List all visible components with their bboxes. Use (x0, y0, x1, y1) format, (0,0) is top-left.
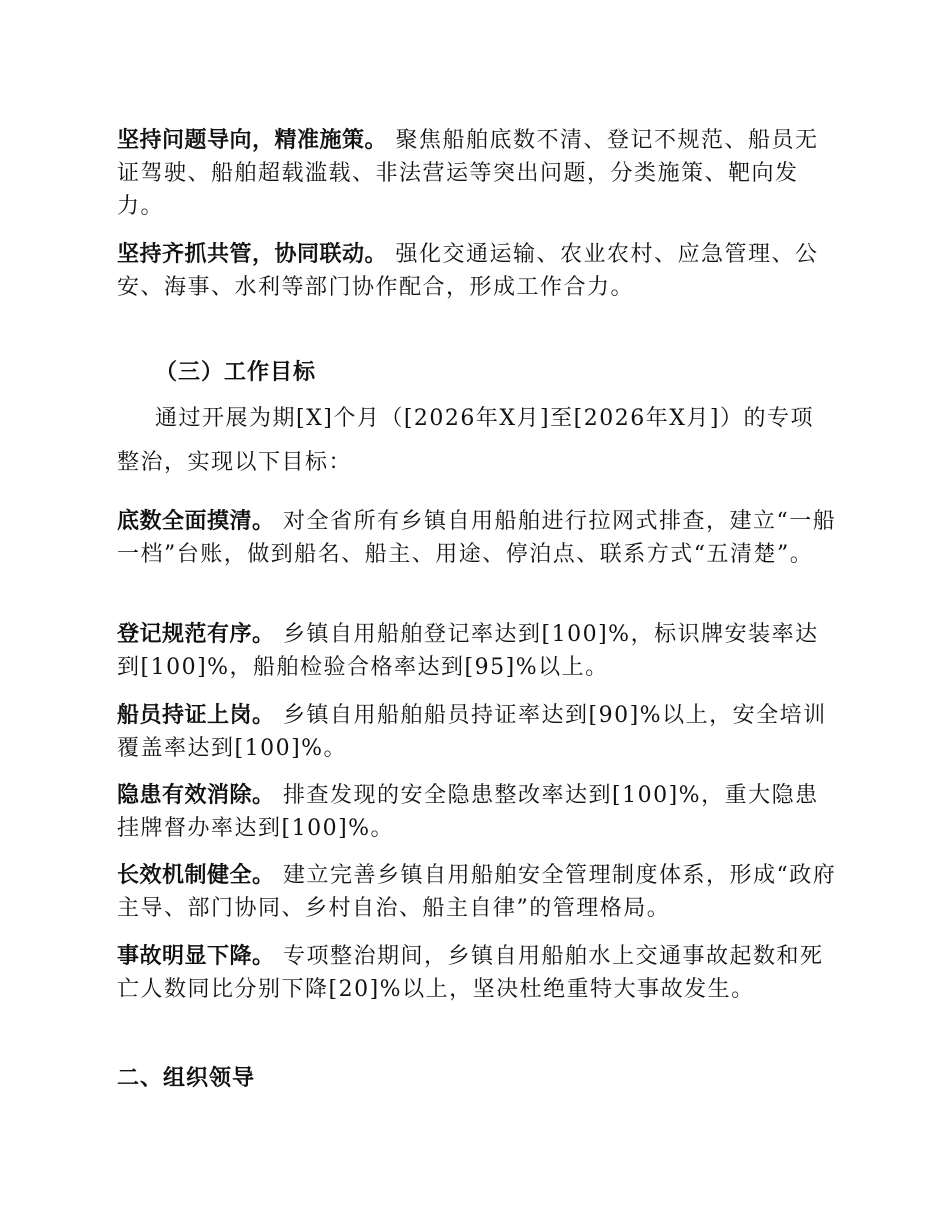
principle-lead: 坚持齐抓共管，协同联动。 (117, 242, 388, 267)
principle-text: 强化交通运输、农业农村、应急管理、公安、海事、水利等部门协作配合，形成工作合力。 (117, 242, 819, 300)
goal-lead: 事故明显下降。 (117, 944, 275, 969)
goal-text: 对全省所有乡镇自用船舶进行拉网式排查，建立“一船一档”台账，做到船名、船主、用途、停泊点、联系方式“五清楚”。 (117, 509, 837, 567)
principle-paragraph (117, 124, 837, 223)
goal-paragraph (117, 505, 837, 571)
goal-paragraph (117, 779, 837, 845)
goal-lead: 底数全面摸清。 (117, 509, 275, 534)
goal-paragraph (117, 940, 837, 1006)
goals-intro: 通过开展为期[X]个月（[2026年X月]至[2026年X月]）的专项整治，实现以下目标： (117, 406, 814, 475)
goal-text: 乡镇自用船舶船员持证率达到[90]%以上，安全培训覆盖率达到[100]%。 (117, 703, 827, 761)
goal-lead: 登记规范有序。 (117, 622, 275, 647)
goal-lead: 长效机制健全。 (117, 863, 275, 888)
goal-lead: 船员持证上岗。 (117, 703, 275, 728)
goal-text: 建立完善乡镇自用船舶安全管理制度体系，形成“政府主导、部门协同、乡村自治、船主自律”的管理格局。 (117, 863, 837, 921)
goals-heading: （三）工作目标 (155, 360, 317, 385)
goal-text: 排查发现的安全隐患整改率达到[100]%，重大隐患挂牌督办率达到[100]%。 (117, 783, 819, 841)
goal-paragraph (117, 859, 837, 925)
goal-lead: 隐患有效消除。 (117, 783, 275, 808)
principle-lead: 坚持问题导向，精准施策。 (117, 128, 388, 153)
goal-text: 专项整治期间，乡镇自用船舶水上交通事故起数和死亡人数同比分别下降[20]%以上，坚决杜绝重特大事故发生。 (117, 944, 824, 1002)
goal-paragraph (117, 618, 837, 684)
principle-paragraph (117, 238, 837, 304)
goal-paragraph (117, 699, 837, 765)
principle-text: 聚焦船舶底数不清、登记不规范、船员无证驾驶、船舶超载滥载、非法营运等突出问题，分类施策、靶向发力。 (117, 128, 819, 219)
goal-text: 乡镇自用船舶登记率达到[100]%，标识牌安装率达到[100]%，船舶检验合格率达到[95]%以上。 (117, 622, 819, 680)
section-heading: 二、组织领导 (117, 1066, 256, 1091)
